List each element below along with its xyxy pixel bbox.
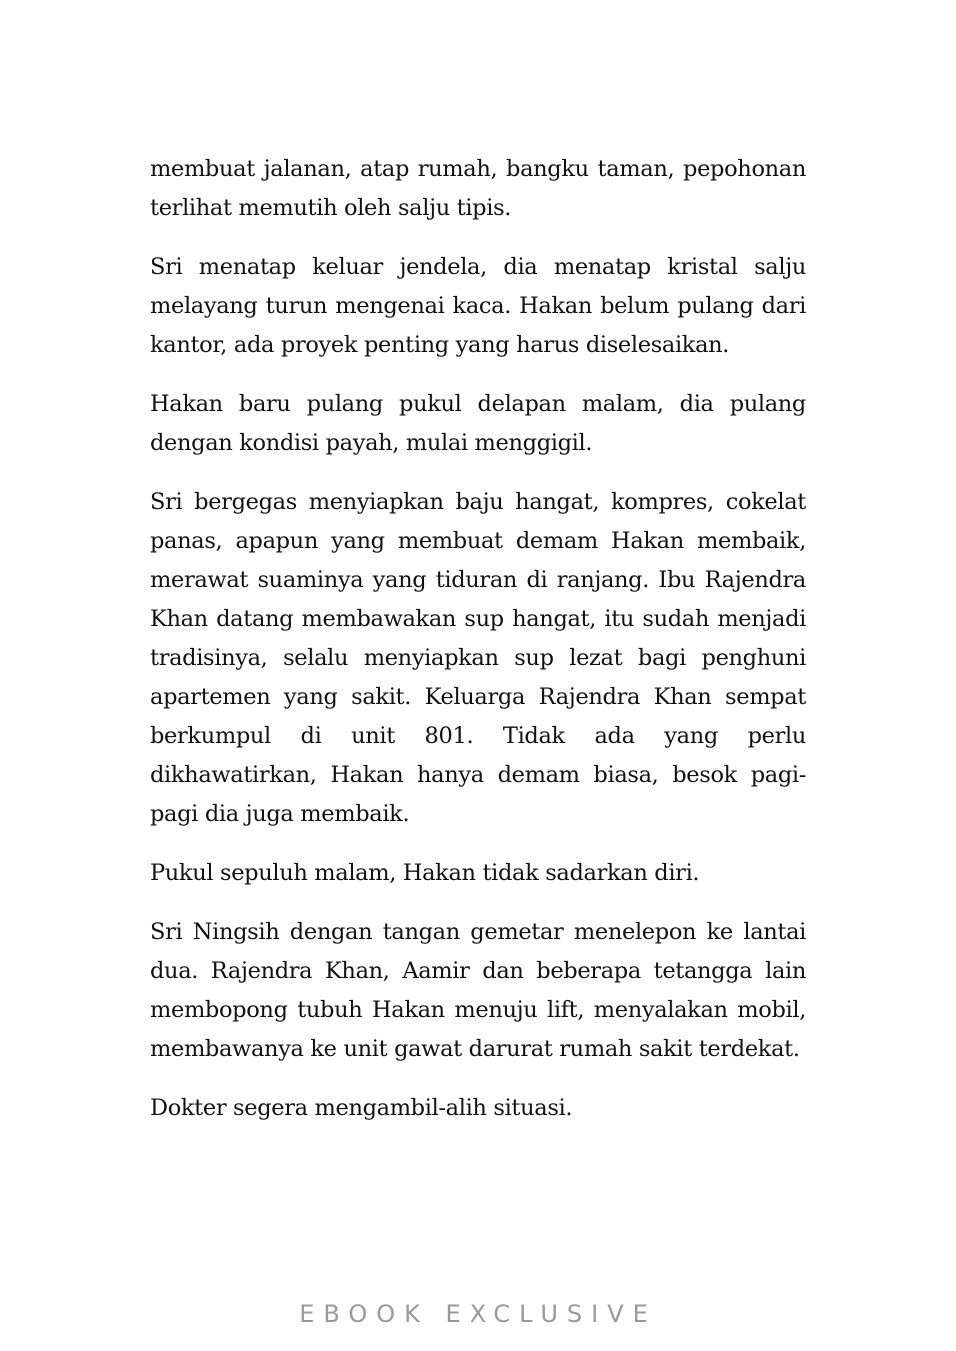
- page-body: [150, 150, 806, 1148]
- paragraph-7: Dokter segera mengambil-alih situasi.: [150, 1095, 573, 1121]
- paragraph-1: membuat jalanan, atap rumah, bangku taman, pepohonan terlihat memutih oleh salju tipis.: [150, 156, 806, 221]
- paragraph-4: Sri bergegas menyiapkan baju hangat, kompres, cokelat panas, apapun yang membuat demam Hakan membaik, merawat suaminya yang tiduran di ranjang. Ibu Rajendra Khan datang membawakan sup hangat, itu sudah menjadi tradisinya, selalu menyiapkan sup lezat bagi penghuni apartemen yang sakit. Keluarga Rajendra Khan sempat berkumpul di unit 801. Tidak ada yang perlu dikhawatirkan, Hakan hanya demam biasa, besok pagi-pagi dia juga membaik.: [150, 489, 806, 827]
- paragraph-2: Sri menatap keluar jendela, dia menatap kristal salju melayang turun mengenai kaca. Hakan belum pulang dari kantor, ada proyek penting yang harus diselesaikan.: [150, 254, 806, 358]
- paragraph-5: Pukul sepuluh malam, Hakan tidak sadarkan diri.: [150, 860, 700, 886]
- paragraph-6: Sri Ningsih dengan tangan gemetar menelepon ke lantai dua. Rajendra Khan, Aamir dan beberapa tetangga lain membopong tubuh Hakan menuju lift, menyalakan mobil, membawanya ke unit gawat darurat rumah sakit terdekat.: [150, 919, 806, 1062]
- footer-label: EBOOK EXCLUSIVE: [299, 1300, 657, 1328]
- paragraph-3: Hakan baru pulang pukul delapan malam, dia pulang dengan kondisi payah, mulai menggigil.: [150, 391, 806, 456]
